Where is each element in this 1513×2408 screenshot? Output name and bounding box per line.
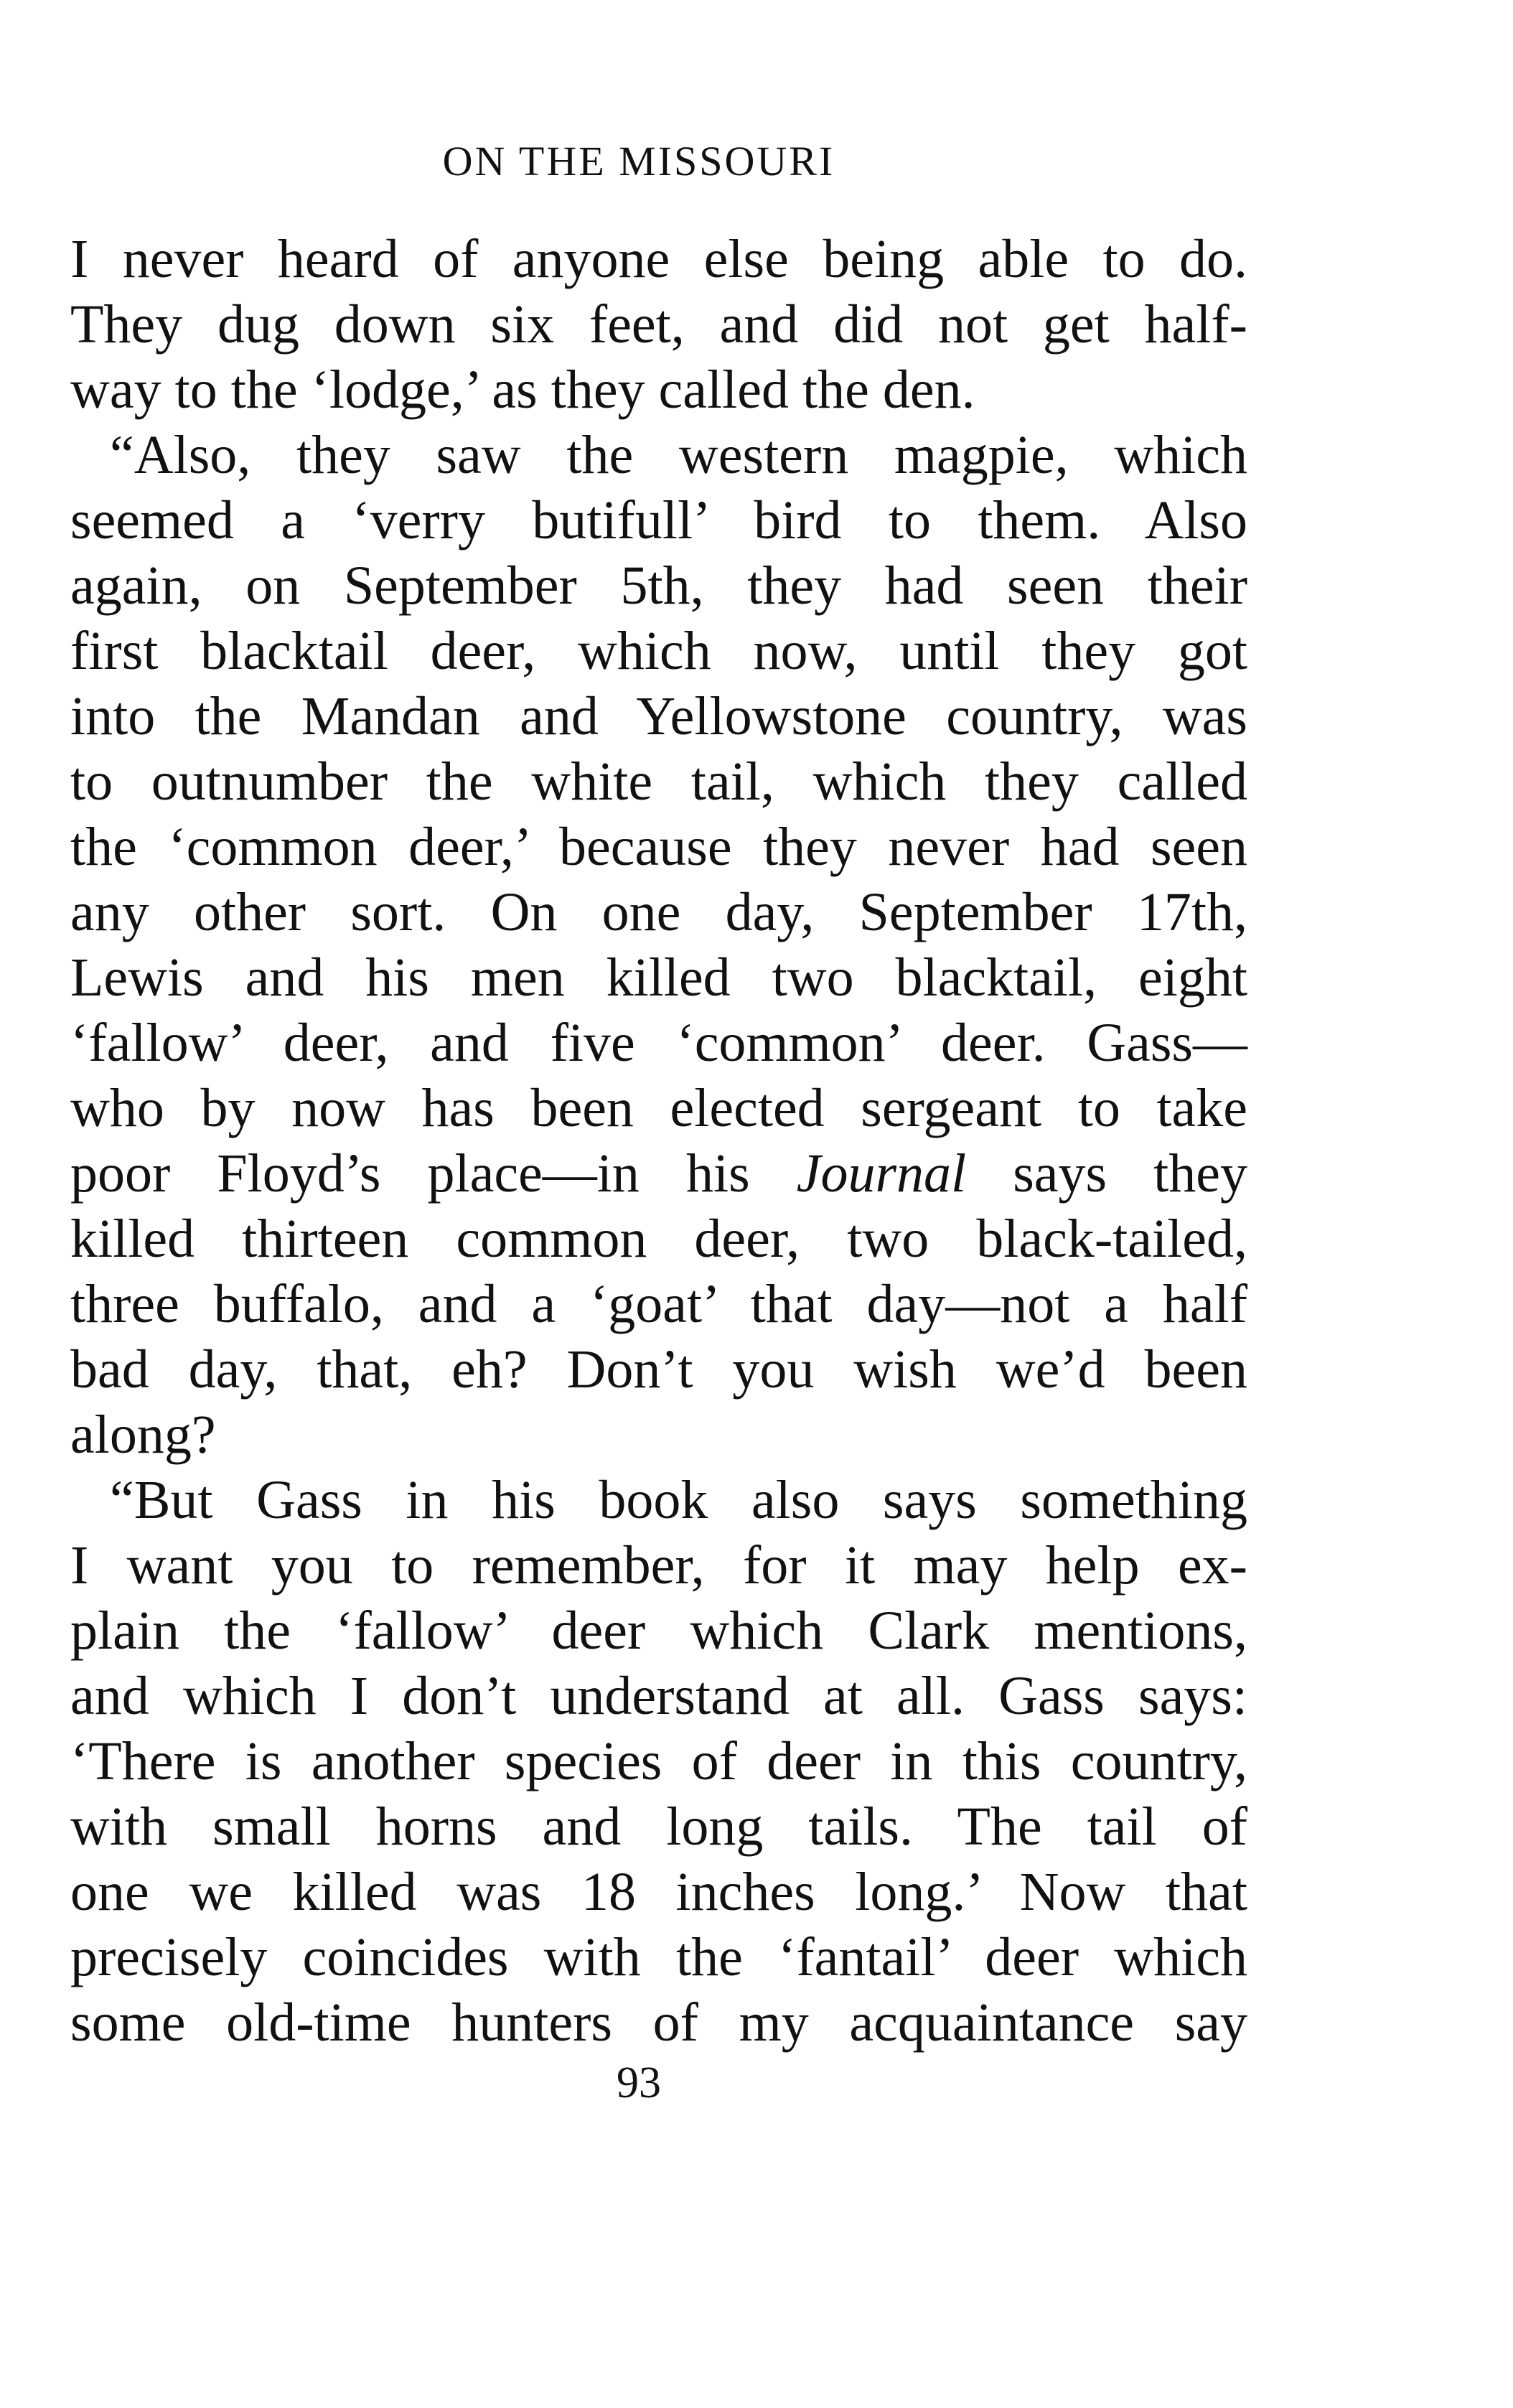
page-number: 93 — [617, 2058, 661, 2107]
text-line: “But Gass in his book also says something — [110, 1470, 1247, 1530]
text-line: precisely coincides with the ‘fantail’ deer which — [70, 1927, 1247, 1987]
text-line: some old-time hunters of my acquaintance say — [70, 1992, 1247, 2053]
text-line: to outnumber the white tail, which they called — [70, 751, 1247, 812]
body-text — [70, 227, 1247, 2056]
text-line: seemed a ‘verry butifull’ bird to them. Also — [70, 490, 1247, 551]
text-line: and which I don’t understand at all. Gass says: — [70, 1666, 1247, 1726]
text-line: ‘fallow’ deer, and five ‘common’ deer. Gass— — [70, 1013, 1247, 1073]
text-line: along? — [70, 1405, 216, 1465]
text-line: Lewis and his men killed two blacktail, eight — [70, 947, 1247, 1008]
text-line: I never heard of anyone else being able to do. — [70, 229, 1247, 289]
text-line: first blacktail deer, which now, until they got — [70, 621, 1247, 681]
text-line: one we killed was 18 inches long.’ Now that — [70, 1862, 1247, 1922]
text-line: way to the ‘lodge,’ as they called the den. — [70, 360, 975, 420]
text-line: They dug down six feet, and did not get half- — [70, 294, 1247, 355]
text-line: plain the ‘fallow’ deer which Clark mentions, — [70, 1601, 1247, 1661]
text-line: any other sort. On one day, September 17th, — [70, 882, 1247, 942]
text-line: the ‘common deer,’ because they never had seen — [70, 817, 1247, 877]
running-head: ON THE MISSOURI — [442, 138, 835, 184]
text-line: three buffalo, and a ‘goat’ that day—not a half — [70, 1274, 1247, 1334]
text-line: bad day, that, eh? Don’t you wish we’d been — [70, 1339, 1247, 1400]
text-line: with small horns and long tails. The tail of — [70, 1796, 1247, 1857]
text-line: killed thirteen common deer, two black-tailed, — [70, 1209, 1247, 1269]
italic-title: Journal — [796, 1143, 967, 1204]
text-line: poor Floyd’s place—in his Journal says they — [70, 1143, 1247, 1204]
text-line: I want you to remember, for it may help ex- — [70, 1535, 1247, 1596]
text-line: who by now has been elected sergeant to take — [70, 1078, 1247, 1138]
text-line: “Also, they saw the western magpie, which — [110, 425, 1247, 485]
text-line: again, on September 5th, they had seen their — [70, 556, 1247, 616]
text-line: ‘There is another species of deer in this country, — [70, 1731, 1247, 1791]
text-line: into the Mandan and Yellowstone country, was — [70, 686, 1247, 746]
